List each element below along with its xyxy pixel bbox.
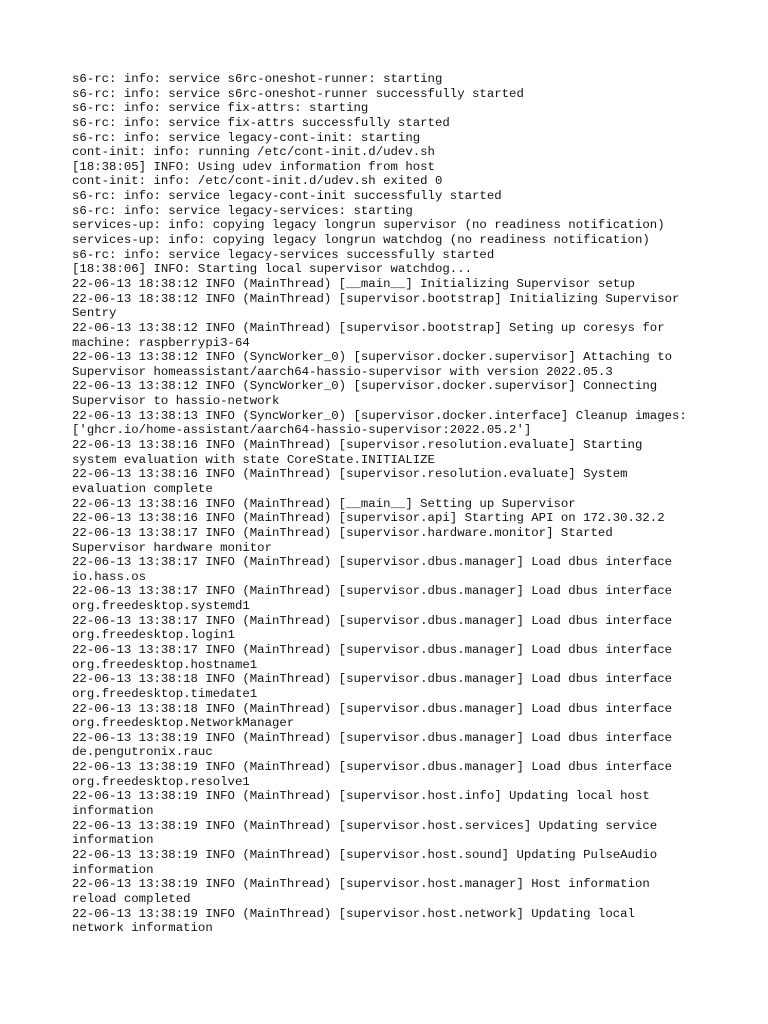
log-line: io.hass.os xyxy=(72,569,147,584)
log-line: s6-rc: info: service s6rc-oneshot-runner: starting xyxy=(72,72,443,86)
log-line: s6-rc: info: service legacy-services successfully started xyxy=(72,247,495,262)
log-line: Supervisor hardware monitor xyxy=(72,540,273,555)
log-line: org.freedesktop.resolve1 xyxy=(72,774,250,789)
log-line: reload completed xyxy=(72,891,191,906)
log-line: s6-rc: info: service fix-attrs: starting xyxy=(72,101,369,116)
log-line: 22-06-13 13:38:18 INFO (MainThread) [supervisor.dbus.manager] Load dbus interface xyxy=(72,672,673,687)
log-line: information xyxy=(72,833,154,848)
log-line: evaluation complete xyxy=(72,481,213,496)
log-line: 22-06-13 18:38:12 INFO (MainThread) [supervisor.bootstrap] Initializing Supervisor xyxy=(72,291,680,306)
log-output xyxy=(72,72,702,936)
log-line: services-up: info: copying legacy longrun watchdog (no readiness notification) xyxy=(72,233,650,248)
log-line: s6-rc: info: service legacy-services: starting xyxy=(72,203,413,218)
log-line: org.freedesktop.systemd1 xyxy=(72,599,250,614)
log-line: 22-06-13 13:38:19 INFO (MainThread) [supervisor.host.manager] Host information xyxy=(72,877,650,892)
log-line: 22-06-13 13:38:12 INFO (MainThread) [supervisor.bootstrap] Seting up coresys for xyxy=(72,320,665,335)
log-line: org.freedesktop.login1 xyxy=(72,628,235,643)
log-line: [18:38:06] INFO: Starting local supervisor watchdog... xyxy=(72,262,473,277)
log-line: 22-06-13 13:38:16 INFO (MainThread) [supervisor.api] Starting API on 172.30.32.2 xyxy=(72,511,665,526)
log-line: 22-06-13 13:38:12 INFO (SyncWorker_0) [supervisor.docker.supervisor] Connecting xyxy=(72,379,658,394)
log-line: 22-06-13 13:38:17 INFO (MainThread) [supervisor.dbus.manager] Load dbus interface xyxy=(72,642,673,657)
log-line: 22-06-13 13:38:17 INFO (MainThread) [supervisor.dbus.manager] Load dbus interface xyxy=(72,555,673,570)
log-line: 22-06-13 13:38:16 INFO (MainThread) [supervisor.resolution.evaluate] System xyxy=(72,467,628,482)
log-line: cont-init: info: running /etc/cont-init.d/udev.sh xyxy=(72,145,435,160)
log-line: 22-06-13 13:38:19 INFO (MainThread) [supervisor.dbus.manager] Load dbus interface xyxy=(72,760,673,775)
log-line: Sentry xyxy=(72,306,117,321)
log-line: ['ghcr.io/home-assistant/aarch64-hassio-supervisor:2022.05.2'] xyxy=(72,423,532,438)
log-line: s6-rc: info: service legacy-cont-init: starting xyxy=(72,130,421,145)
log-line: de.pengutronix.rauc xyxy=(72,745,213,760)
log-line: 22-06-13 13:38:19 INFO (MainThread) [supervisor.host.info] Updating local host xyxy=(72,789,650,804)
log-line: Supervisor to hassio-network xyxy=(72,394,280,409)
log-line: [18:38:05] INFO: Using udev information from host xyxy=(72,159,435,174)
log-line: s6-rc: info: service legacy-cont-init successfully started xyxy=(72,189,502,204)
log-line: information xyxy=(72,804,154,819)
log-line: 22-06-13 13:38:18 INFO (MainThread) [supervisor.dbus.manager] Load dbus interface xyxy=(72,701,673,716)
log-line: 22-06-13 13:38:19 INFO (MainThread) [supervisor.host.network] Updating local xyxy=(72,906,635,921)
log-line: information xyxy=(72,862,154,877)
log-line: 22-06-13 13:38:19 INFO (MainThread) [supervisor.host.sound] Updating PulseAudio xyxy=(72,847,658,862)
log-line: 22-06-13 13:38:19 INFO (MainThread) [supervisor.dbus.manager] Load dbus interface xyxy=(72,730,673,745)
log-line: s6-rc: info: service s6rc-oneshot-runner successfully started xyxy=(72,86,524,101)
log-line: 22-06-13 13:38:19 INFO (MainThread) [supervisor.host.services] Updating service xyxy=(72,818,658,833)
log-line: cont-init: info: /etc/cont-init.d/udev.sh exited 0 xyxy=(72,174,443,189)
log-line: Supervisor homeassistant/aarch64-hassio-supervisor with version 2022.05.3 xyxy=(72,364,613,379)
log-line: org.freedesktop.timedate1 xyxy=(72,686,258,701)
log-line: 22-06-13 13:38:13 INFO (SyncWorker_0) [supervisor.docker.interface] Cleanup images: xyxy=(72,408,687,423)
log-line: 22-06-13 13:38:17 INFO (MainThread) [supervisor.dbus.manager] Load dbus interface xyxy=(72,613,673,628)
log-line: org.freedesktop.NetworkManager xyxy=(72,716,295,731)
log-line: network information xyxy=(72,921,213,936)
log-line: 22-06-13 13:38:17 INFO (MainThread) [supervisor.hardware.monitor] Started xyxy=(72,525,613,540)
log-line: 22-06-13 18:38:12 INFO (MainThread) [__main__] Initializing Supervisor setup xyxy=(72,276,635,291)
log-line: s6-rc: info: service fix-attrs successfully started xyxy=(72,115,450,130)
log-line: 22-06-13 13:38:17 INFO (MainThread) [supervisor.dbus.manager] Load dbus interface xyxy=(72,584,673,599)
log-line: 22-06-13 13:38:12 INFO (SyncWorker_0) [supervisor.docker.supervisor] Attaching to xyxy=(72,350,673,365)
log-line: system evaluation with state CoreState.INITIALIZE xyxy=(72,452,435,467)
log-line: 22-06-13 13:38:16 INFO (MainThread) [__main__] Setting up Supervisor xyxy=(72,496,576,511)
log-line: org.freedesktop.hostname1 xyxy=(72,657,258,672)
log-line: 22-06-13 13:38:16 INFO (MainThread) [supervisor.resolution.evaluate] Starting xyxy=(72,438,643,453)
log-line: machine: raspberrypi3-64 xyxy=(72,335,250,350)
log-line: services-up: info: copying legacy longrun supervisor (no readiness notification) xyxy=(72,218,665,233)
